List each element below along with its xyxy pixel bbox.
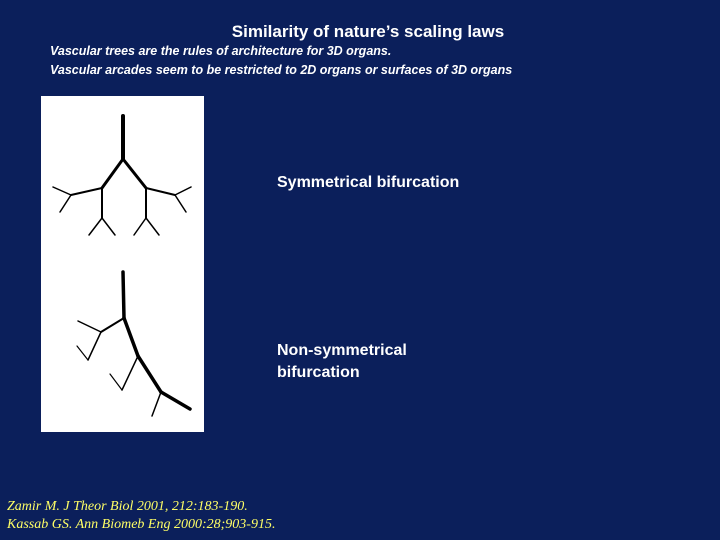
subtitle-line-1: Vascular trees are the rules of architecture for 3D organs. <box>50 44 392 58</box>
reference-kassab: Kassab GS. Ann Biomeb Eng 2000:28;903-915. <box>7 517 276 532</box>
non-symmetrical-tree <box>77 272 190 416</box>
bifurcation-diagram <box>41 96 204 432</box>
reference-zamir: Zamir M. J Theor Biol 2001, 212:183-190. <box>7 499 248 514</box>
slide-title: Similarity of nature’s scaling laws <box>231 22 505 41</box>
non-symmetrical-bifurcation-label: Non-symmetrical bifurcation <box>277 342 407 381</box>
bifurcation-figure <box>41 96 204 432</box>
symmetrical-tree <box>53 116 191 235</box>
subtitle-line-2: Vascular arcades seem to be restricted to 2D organs or surfaces of 3D organs <box>50 63 513 77</box>
symmetrical-bifurcation-label: Symmetrical bifurcation <box>277 174 460 191</box>
